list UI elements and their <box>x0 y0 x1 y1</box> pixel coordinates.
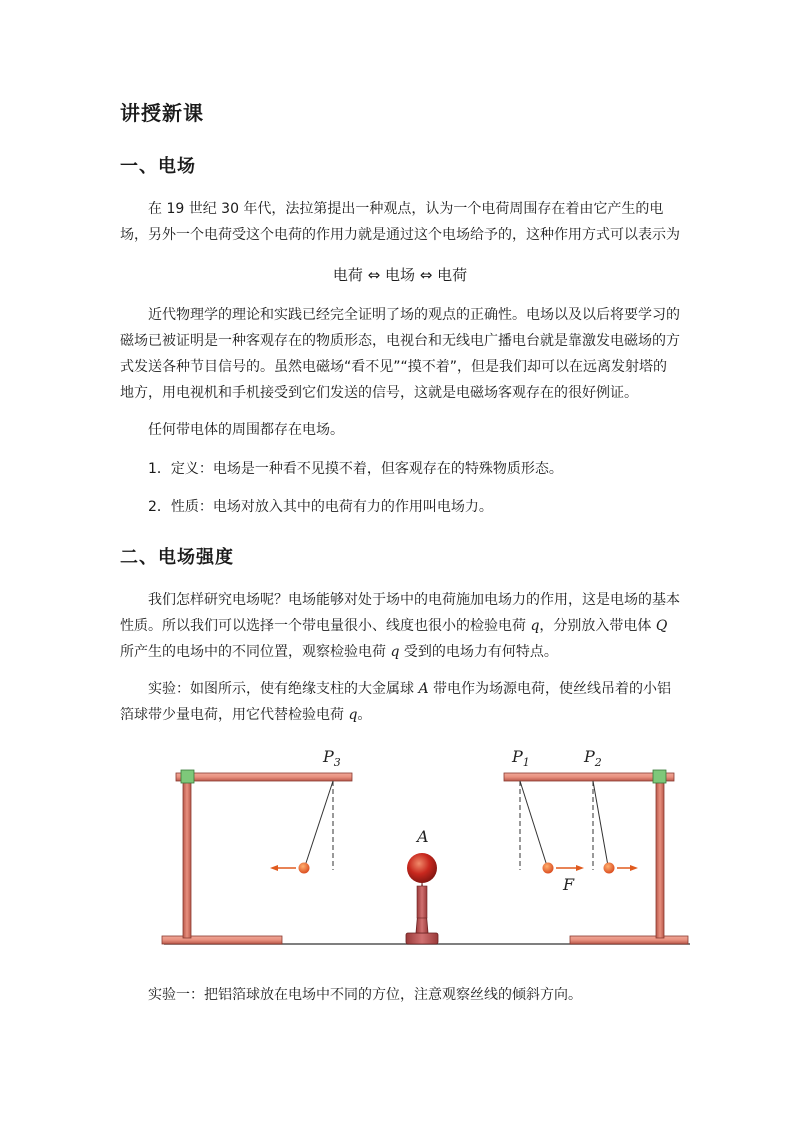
section-2-title: 二、电场强度 <box>120 547 234 568</box>
right-stand <box>504 747 688 944</box>
definition-item: 1．定义：电场是一种看不见摸不着，但客观存在的特殊物质形态。 <box>148 461 563 477</box>
p3-thread <box>305 781 333 866</box>
formula-charge-field-charge: 电荷 ⇔ 电场 ⇔ 电荷 <box>332 266 468 284</box>
right-clamp <box>653 770 666 783</box>
sphere-ball <box>407 853 437 883</box>
left-stand <box>162 747 352 944</box>
p1-foil-ball <box>543 863 554 874</box>
p3-arrowhead <box>270 865 278 871</box>
section-2-paragraph-2: 实验：如图所示，使有绝缘支柱的大金属球 A 带电作为场源电荷，使丝线吊着的小铝箔球带少量电荷，用它代替检验电荷 q。 <box>120 681 672 723</box>
right-base <box>570 936 688 944</box>
lesson-heading: 讲授新课 <box>120 101 204 125</box>
left-base <box>162 936 282 944</box>
section-2-paragraph-1: 我们怎样研究电场呢？电场能够对处于场中的电荷施加电场力的作用，这是电场的基本性质。所以我们可以选择一个带电量很小、线度也很小的检验电荷 q，分别放入带电体 Q 所产生的电场中的不同位置，观察检验电荷 q 受到的电场力有何特点。 <box>120 592 680 660</box>
label-p2: $P_2$ <box>584 747 602 769</box>
label-a: A <box>417 827 429 846</box>
section-1-paragraph-3: 任何带电体的周围都存在电场。 <box>148 422 344 438</box>
right-post <box>656 782 664 938</box>
p3-foil-ball <box>299 863 310 874</box>
experiment-1-text: 实验一：把铝箔球放在电场中不同的方位，注意观察丝线的倾斜方向。 <box>148 987 582 1003</box>
right-arm <box>504 773 674 781</box>
section-1-title: 一、电场 <box>120 156 196 177</box>
charged-sphere-a <box>406 827 438 944</box>
left-clamp <box>181 770 194 783</box>
label-p1: $P_1$ <box>512 747 530 769</box>
p2-thread <box>593 781 608 866</box>
property-item: 2．性质：电场对放入其中的电荷有力的作用叫电场力。 <box>148 499 493 515</box>
sphere-column <box>417 886 427 918</box>
p2-arrowhead <box>630 865 638 871</box>
left-post <box>183 782 191 938</box>
p1-thread <box>520 781 547 866</box>
label-f: F <box>563 875 575 894</box>
sphere-base <box>406 933 438 944</box>
label-p3: $P_3$ <box>323 747 341 769</box>
p2-foil-ball <box>604 863 615 874</box>
section-1-paragraph-1: 在 19 世纪 30 年代，法拉第提出一种观点，认为一个电荷周围存在着由它产生的电场，另外一个电荷受这个电荷的作用力就是通过这个电场给予的，这种作用方式可以表示为 <box>120 201 680 243</box>
p1-arrowhead <box>576 865 584 871</box>
experiment-figure <box>150 740 710 960</box>
section-1-paragraph-2: 近代物理学的理论和实践已经完全证明了场的观点的正确性。电场以及以后将要学习的磁场已被证明是一种客观存在的物质形态，电视台和无线电广播电台就是靠激发电磁场的方式发送各种节目信号的。虽然电磁场“看不见”“摸不着”，但是我们却可以在远离发射塔的地方，用电视机和手机接受到它们发送的信号，这就是电磁场客观存在的很好例证。 <box>120 307 680 401</box>
left-arm <box>176 773 352 781</box>
